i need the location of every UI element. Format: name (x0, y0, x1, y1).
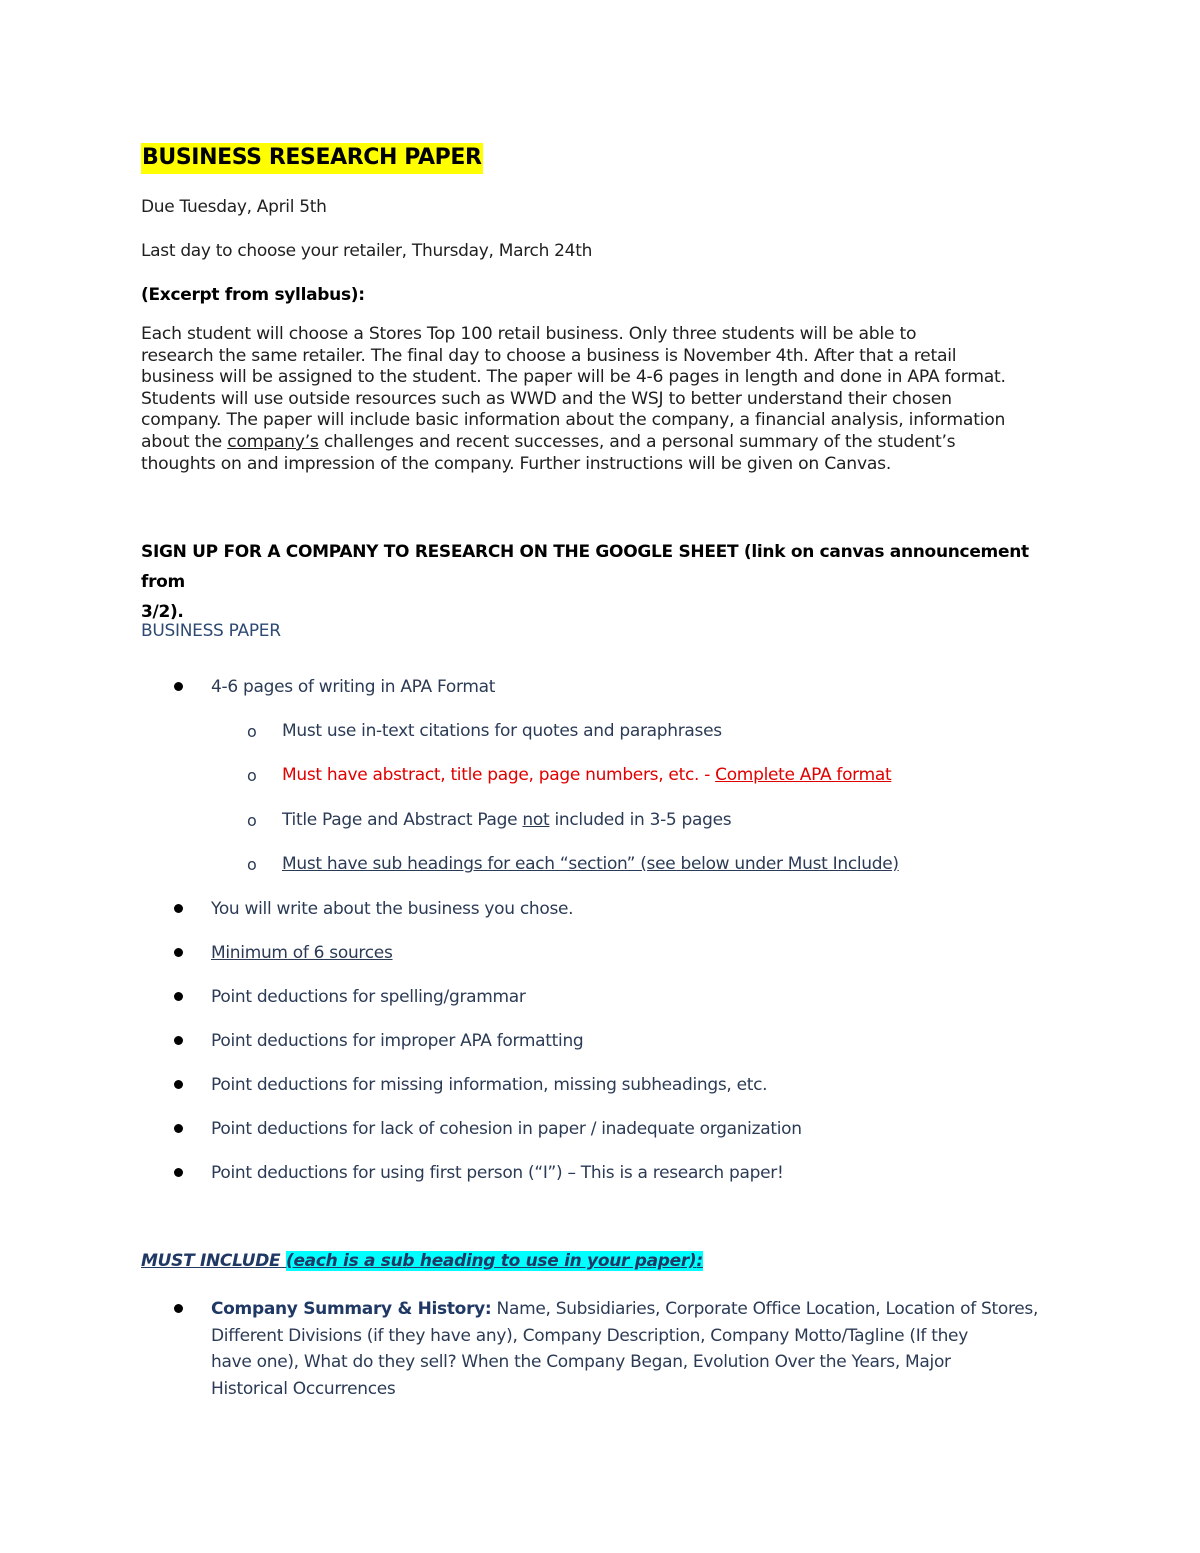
signup-line: SIGN UP FOR A COMPANY TO RESEARCH ON THE GOOGLE SHEET (link on canvas announcement from (141, 542, 1029, 592)
company-summary-line (211, 1296, 1071, 1323)
not-underlined: not (522, 810, 550, 830)
bullet-icon (174, 1124, 183, 1133)
must-include-colon: : (696, 1251, 703, 1271)
sub-bullet-icon: o (247, 811, 257, 830)
bullet-item: Minimum of 6 sources (211, 943, 393, 963)
bullet-item: Point deductions for missing information, missing subheadings, etc. (211, 1075, 768, 1095)
due-date: Due Tuesday, April 5th (141, 197, 327, 217)
bullet-item: Point deductions for improper APA formatting (211, 1031, 584, 1051)
sub-bullet-text: Title Page and Abstract Page (282, 810, 523, 830)
bullet-icon (174, 1304, 183, 1313)
paragraph-text: about the (141, 431, 228, 452)
excerpt-label: (Excerpt from syllabus): (141, 285, 365, 305)
bullet-icon (174, 948, 183, 957)
sub-bullet-icon: o (247, 722, 257, 741)
signup-line: 3/2). (141, 602, 184, 622)
bullet-icon (174, 992, 183, 1001)
company-summary-line: Historical Occurrences (211, 1378, 396, 1399)
company-summary-line: Different Divisions (if they have any), Company Description, Company Motto/Tagline (If they (211, 1325, 968, 1346)
paragraph-line: business will be assigned to the student. The paper will be 4-6 pages in length and done in APA format. (141, 367, 1006, 388)
must-include-label: MUST INCLUDE (141, 1251, 286, 1271)
paragraph-line: Students will use outside resources such as WWD and the WSJ to better understand their chosen (141, 388, 952, 409)
bullet-item: Point deductions for lack of cohesion in paper / inadequate organization (211, 1119, 802, 1139)
bullet-icon (174, 682, 183, 691)
sub-bullet-citations: Must use in-text citations for quotes and paraphrases (282, 721, 722, 741)
sub-bullet-text: Must have abstract, title page, page numbers, etc. - (282, 765, 716, 785)
bullet-icon (174, 1168, 183, 1177)
sub-bullet-text: included in 3-5 pages (549, 810, 732, 830)
must-include-highlight: (each is a sub heading to use in your paper) (285, 1251, 697, 1271)
company-summary-text: Name, Subsidiaries, Corporate Office Location, Location of Stores, (491, 1299, 1039, 1319)
company-summary-item (211, 1296, 1071, 1402)
sub-bullet-abstract (282, 765, 891, 785)
bullet-item: You will write about the business you chose. (211, 899, 574, 919)
company-summary-label: Company Summary & History: (211, 1299, 492, 1319)
paragraph-line: thoughts on and impression of the company. Further instructions will be given on Canvas. (141, 453, 892, 474)
paragraph-line: company. The paper will include basic information about the company, a financial analysis, information (141, 410, 1006, 431)
must-include-heading (141, 1251, 703, 1271)
bullet-icon (174, 904, 183, 913)
bullet-apa-format: 4-6 pages of writing in APA Format (211, 677, 496, 697)
paragraph-text: challenges and recent successes, and a personal summary of the student’s (318, 431, 956, 452)
complete-apa-underlined: Complete APA format (715, 765, 892, 785)
bullet-item: Point deductions for spelling/grammar (211, 987, 526, 1007)
title-highlight: BUSINESS RESEARCH PAPER (141, 143, 483, 174)
sub-bullet-icon: o (247, 766, 257, 785)
syllabus-paragraph (141, 324, 1071, 475)
retailer-deadline: Last day to choose your retailer, Thursday, March 24th (141, 241, 593, 261)
document-title (141, 145, 483, 170)
paragraph-line (141, 432, 1071, 454)
business-paper-heading: BUSINESS PAPER (141, 621, 281, 641)
bullet-item: Point deductions for using first person (“I”) – This is a research paper! (211, 1163, 784, 1183)
sub-bullet-icon: o (247, 855, 257, 874)
company-summary-line: have one), What do they sell? When the Company Began, Evolution Over the Years, Major (211, 1352, 951, 1372)
bullet-icon (174, 1036, 183, 1045)
paragraph-line: research the same retailer. The final day to choose a business is November 4th. After that a retail (141, 345, 957, 366)
sub-bullet-title-page (282, 810, 731, 830)
paragraph-line: Each student will choose a Stores Top 100 retail business. Only three students will be able to (141, 324, 917, 344)
companys-underlined: company’s (227, 431, 319, 452)
sub-bullet-subheadings: Must have sub headings for each “section” (see below under Must Include) (282, 854, 899, 874)
bullet-icon (174, 1080, 183, 1089)
signup-instructions (141, 537, 1061, 627)
